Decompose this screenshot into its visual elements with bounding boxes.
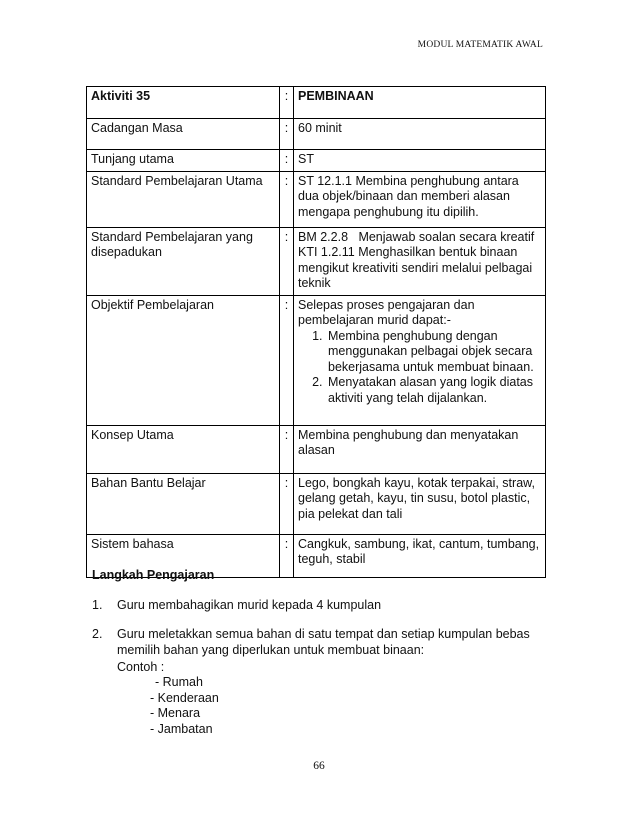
konsep-label: Konsep Utama bbox=[87, 425, 280, 473]
step-item bbox=[92, 627, 542, 658]
example-list bbox=[150, 675, 219, 737]
colon: : bbox=[280, 87, 294, 119]
standard-sepadu-label: Standard Pembelajaran yang disepadukan bbox=[87, 227, 280, 295]
aktiviti-label: Aktiviti 35 bbox=[87, 87, 280, 119]
list-item: - Rumah bbox=[155, 675, 203, 689]
bahan-label: Bahan Bantu Belajar bbox=[87, 473, 280, 534]
table-row-bahan bbox=[87, 473, 546, 534]
contoh-label: Contoh : bbox=[117, 660, 165, 674]
sistem-value: Cangkuk, sambung, ikat, cantum, tumbang, teguh, stabil bbox=[294, 534, 546, 577]
standard-utama-value: ST 12.1.1 Membina penghubung antara dua objek/binaan dan memberi alasan mengapa penghubung itu dipilih. bbox=[294, 171, 546, 227]
standard-sepadu-line2: KTI 1.2.11 Menghasilkan bentuk binaan mengikut kreativiti sendiri melalui pelbagai teknik bbox=[298, 245, 533, 290]
colon: : bbox=[280, 534, 294, 577]
tunjang-value: ST bbox=[294, 150, 546, 172]
objektif-value bbox=[294, 295, 546, 425]
sistem-label: Sistem bahasa bbox=[87, 534, 280, 577]
list-item: 1. Membina penghubung dengan menggunakan pelbagai objek secara bekerjasama untuk membuat binaan. bbox=[326, 329, 541, 376]
step-text: Guru meletakkan semua bahan di satu tempat dan setiap kumpulan bebas memilih bahan yang diperlukan untuk membuat binaan: bbox=[117, 627, 530, 657]
cadangan-masa-value: 60 minit bbox=[294, 119, 546, 150]
colon: : bbox=[280, 150, 294, 172]
colon: : bbox=[280, 425, 294, 473]
colon: : bbox=[280, 171, 294, 227]
table-row-standard-utama bbox=[87, 171, 546, 227]
step-number: 2. bbox=[92, 627, 103, 641]
table-row-konsep bbox=[87, 425, 546, 473]
colon: : bbox=[280, 473, 294, 534]
colon: : bbox=[280, 227, 294, 295]
list-item: - Menara bbox=[150, 706, 201, 720]
list-item: - Jambatan bbox=[150, 721, 213, 736]
bahan-value: Lego, bongkah kayu, kotak terpakai, straw, gelang getah, kayu, tin susu, botol plastic, pia pelekat dan tali bbox=[294, 473, 546, 534]
objektif-intro: Selepas proses pengajaran dan pembelajaran murid dapat:- bbox=[298, 297, 475, 327]
step-text: Guru membahagikan murid kepada 4 kumpulan bbox=[117, 598, 382, 612]
page-number: 66 bbox=[313, 760, 325, 772]
langkah-title: Langkah Pengajaran bbox=[92, 568, 215, 582]
table-row-objektif bbox=[87, 295, 546, 425]
konsep-value: Membina penghubung dan menyatakan alasan bbox=[294, 425, 546, 473]
list-item: 2. Menyatakan alasan yang logik diatas aktiviti yang telah dijalankan. bbox=[326, 375, 541, 406]
page-header: MODUL MATEMATIK AWAL bbox=[417, 40, 543, 50]
standard-sepadu-line1: BM 2.2.8 Menjawab soalan secara kreatif bbox=[298, 229, 535, 244]
list-item: - Kenderaan bbox=[150, 690, 219, 705]
table-row-standard-sepadu bbox=[87, 227, 546, 295]
step-item bbox=[92, 598, 381, 612]
objektif-label: Objektif Pembelajaran bbox=[87, 295, 280, 425]
table-row-cadangan-masa bbox=[87, 119, 546, 150]
objektif-list bbox=[298, 329, 541, 407]
colon: : bbox=[280, 119, 294, 150]
table-row-aktiviti bbox=[87, 87, 546, 119]
tunjang-label: Tunjang utama bbox=[87, 150, 280, 172]
standard-sepadu-value bbox=[294, 227, 546, 295]
standard-utama-label: Standard Pembelajaran Utama bbox=[87, 171, 280, 227]
activity-info-table bbox=[86, 86, 546, 578]
step-number: 1. bbox=[92, 598, 103, 612]
aktiviti-value: PEMBINAAN bbox=[294, 87, 546, 119]
table-row-tunjang bbox=[87, 150, 546, 172]
colon: : bbox=[280, 295, 294, 425]
cadangan-masa-label: Cadangan Masa bbox=[87, 119, 280, 150]
